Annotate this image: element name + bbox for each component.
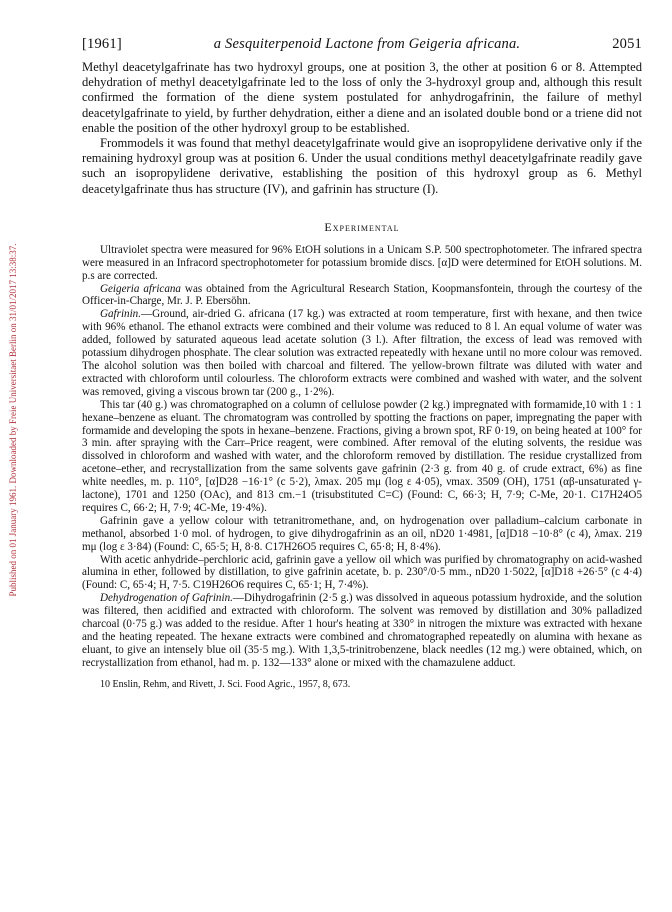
page-content bbox=[82, 36, 642, 691]
experimental-paragraph-5: Gafrinin gave a yellow colour with tetranitromethane, and, on hydrogenation over palladium–calcium carbonate in methanol, absorbed 1·0 mol. of hydrogen, to give dihydrogafrinin as an oil, nD20 1·4981, [α]D18 −10·8° (c 4), λmax. 219 mμ (log ε 3·84) (Found: C, 65·5; H, 8·8. C17H26O5 requires C, 65·8; H, 8·4%). bbox=[82, 514, 642, 553]
header-title: a Sesquiterpenoid Lactone from Geigeria africana. bbox=[213, 36, 521, 52]
running-head bbox=[82, 36, 642, 53]
experimental-paragraph-1: Ultraviolet spectra were measured for 96% EtOH solutions in a Unicam S.P. 500 spectrophotometer. The infrared spectra were measured in an Infracord spectrophotometer for potassium bromide discs. [α]D were determined for EtOH solutions. M. p.s are corrected. bbox=[82, 243, 642, 282]
body-paragraph-2: Frommodels it was found that methyl deacetylgafrinate would give an isopropylidene derivative only if the remaining hydroxyl group was at position 6. Under the usual conditions methyl deacetylgafrinate readily gave such an isopropylidene derivative, establishing the position of this hydroxyl group as 6. Methyl deacetylgafrinate thus has structure (IV), and gafrinin has structure (I). bbox=[82, 136, 642, 196]
footnote: 10 Enslin, Rehm, and Rivett, J. Sci. Food Agric., 1957, 8, 673. bbox=[100, 678, 351, 690]
paragraph-lead-gafrinin: Gafrinin. bbox=[100, 308, 141, 321]
experimental-paragraph-6: With acetic anhydride–perchloric acid, gafrinin gave a yellow oil which was purified by chromatography on acid-washed alumina in ether, followed by distillation, to give gafrinin acetate, b. p. 230°/0·5 mm., nD20 1·5022, [α]D18 +26·5° (c 4·4) (Found: C, 65·4; H, 7·5. C19H26O6 requires C, 65·1; H, 7·4%). bbox=[82, 553, 642, 592]
page-number: 2051 bbox=[612, 36, 642, 52]
publication-side-note bbox=[2, 160, 24, 680]
experimental-paragraph-2 bbox=[82, 283, 642, 309]
paragraph-lead-species: Geigeria africana bbox=[100, 282, 181, 295]
body-paragraph-1: Methyl deacetylgafrinate has two hydroxyl groups, one at position 3, the other at position 6 or 8. Attempted dehydration of methyl deacetylgafrinate led to the loss of only the 3-hydroxyl group and, although this result confirmed the formation of the diene system postulated for anhydrogafrinin, the failure of methyl deacetylgafrinate to yield, by further dehydration, either a diene and an isolated double bond or a triene did not enable the position of the other hydroxyl group to be established. bbox=[82, 60, 642, 135]
paragraph-text: —Dihydrogafrinin (2·5 g.) was dissolved in aqueous potassium hydroxide, and the solution was filtered, then acidified and extracted with chloroform. The solvent was removed by distillation and 30% palladized charcoal (0·75 g.) was added to the residue. After 1 hour's heating at 330° in nitrogen the mixture was extracted with hexane and the heating repeated. The hexane extracts were combined and chromatographed repeatedly on alumina with hexane as eluant, to give an intensely blue oil (35·5 mg.). With 1,3,5-trinitrobenzene, black needles (12 mg.) were obtained, which, on recrystallization from ethanol, had m. p. 132—133° alone or mixed with the chamazulene adduct. bbox=[82, 592, 642, 669]
header-year: [1961] bbox=[82, 36, 122, 52]
experimental-paragraph-4: This tar (40 g.) was chromatographed on a column of cellulose powder (2 kg.) impregnated with formamide,10 with 1 : 1 hexane–benzene as eluant. The chromatogram was controlled by spotting the fractions on paper, impregnating the paper with formamide and developing the spots in hexane–benzene. Fractions, giving a brown spot, RF 0·19, on being heated at 100° for 3 min. after spraying with the Carr–Price reagent, were combined. After removal of the eluting solvents, the residue was dissolved in chloroform and washed with water, and the chloroform removed by distillation. The residue crystallized from acetone–ether, and recrystallization from the same solvents gave gafrinin (2·3 g. from 40 g. of crude extract, 6%) as fine white needles, m. p. 110°, [α]D28 −16·1° (c 5·2), λmax. 205 mμ (log ε 4·05), νmax. 3509 (OH), 1751 (αβ-unsaturated γ-lactone), 1701 and 1250 (OAc), and 813 cm.−1 (trisubstituted C=C) (Found: C, 66·3; H, 7·9; C-Me, 20·1. C17H24O5 requires C, 66·2; H, 7·9; 4C-Me, 19·4%). bbox=[82, 398, 642, 514]
section-heading-experimental: Experimental bbox=[324, 219, 400, 234]
paragraph-lead-dehydrogenation: Dehydrogenation of Gafrinin. bbox=[100, 592, 233, 605]
experimental-paragraph-3 bbox=[82, 308, 642, 398]
side-note-text: Published on 01 January 1961. Downloaded by Freie Universitaet Berlin on 31/01/2017 13:38:37. bbox=[8, 243, 18, 597]
paragraph-text: was obtained from the Agricultural Research Station, Koopmansfontein, through the courtesy of the Officer-in-Charge, Mr. J. P. Ebersöhn. bbox=[82, 282, 642, 308]
paragraph-text: —Ground, air-dried G. africana (17 kg.) was extracted at room temperature, first with hexane, and then twice with 96% ethanol. The ethanol extracts were combined and their volume was reduced to 8 l. An equal volume of water was added, followed by saturated aqueous lead acetate solution (3 l.). After filtration, the excess of lead was removed with potassium dihydrogen phosphate. The clear solution was extracted repeatedly with hexane until no more colour was removed. The alcohol solution was then boiled with charcoal and filtered. The yellow-brown filtrate was diluted with water and extracted with chloroform until colourless. The chloroform extracts were combined and washed with water, and the solvent was removed, giving a viscous brown tar (200 g., 1·2%). bbox=[82, 308, 642, 398]
experimental-paragraph-7 bbox=[82, 592, 642, 669]
